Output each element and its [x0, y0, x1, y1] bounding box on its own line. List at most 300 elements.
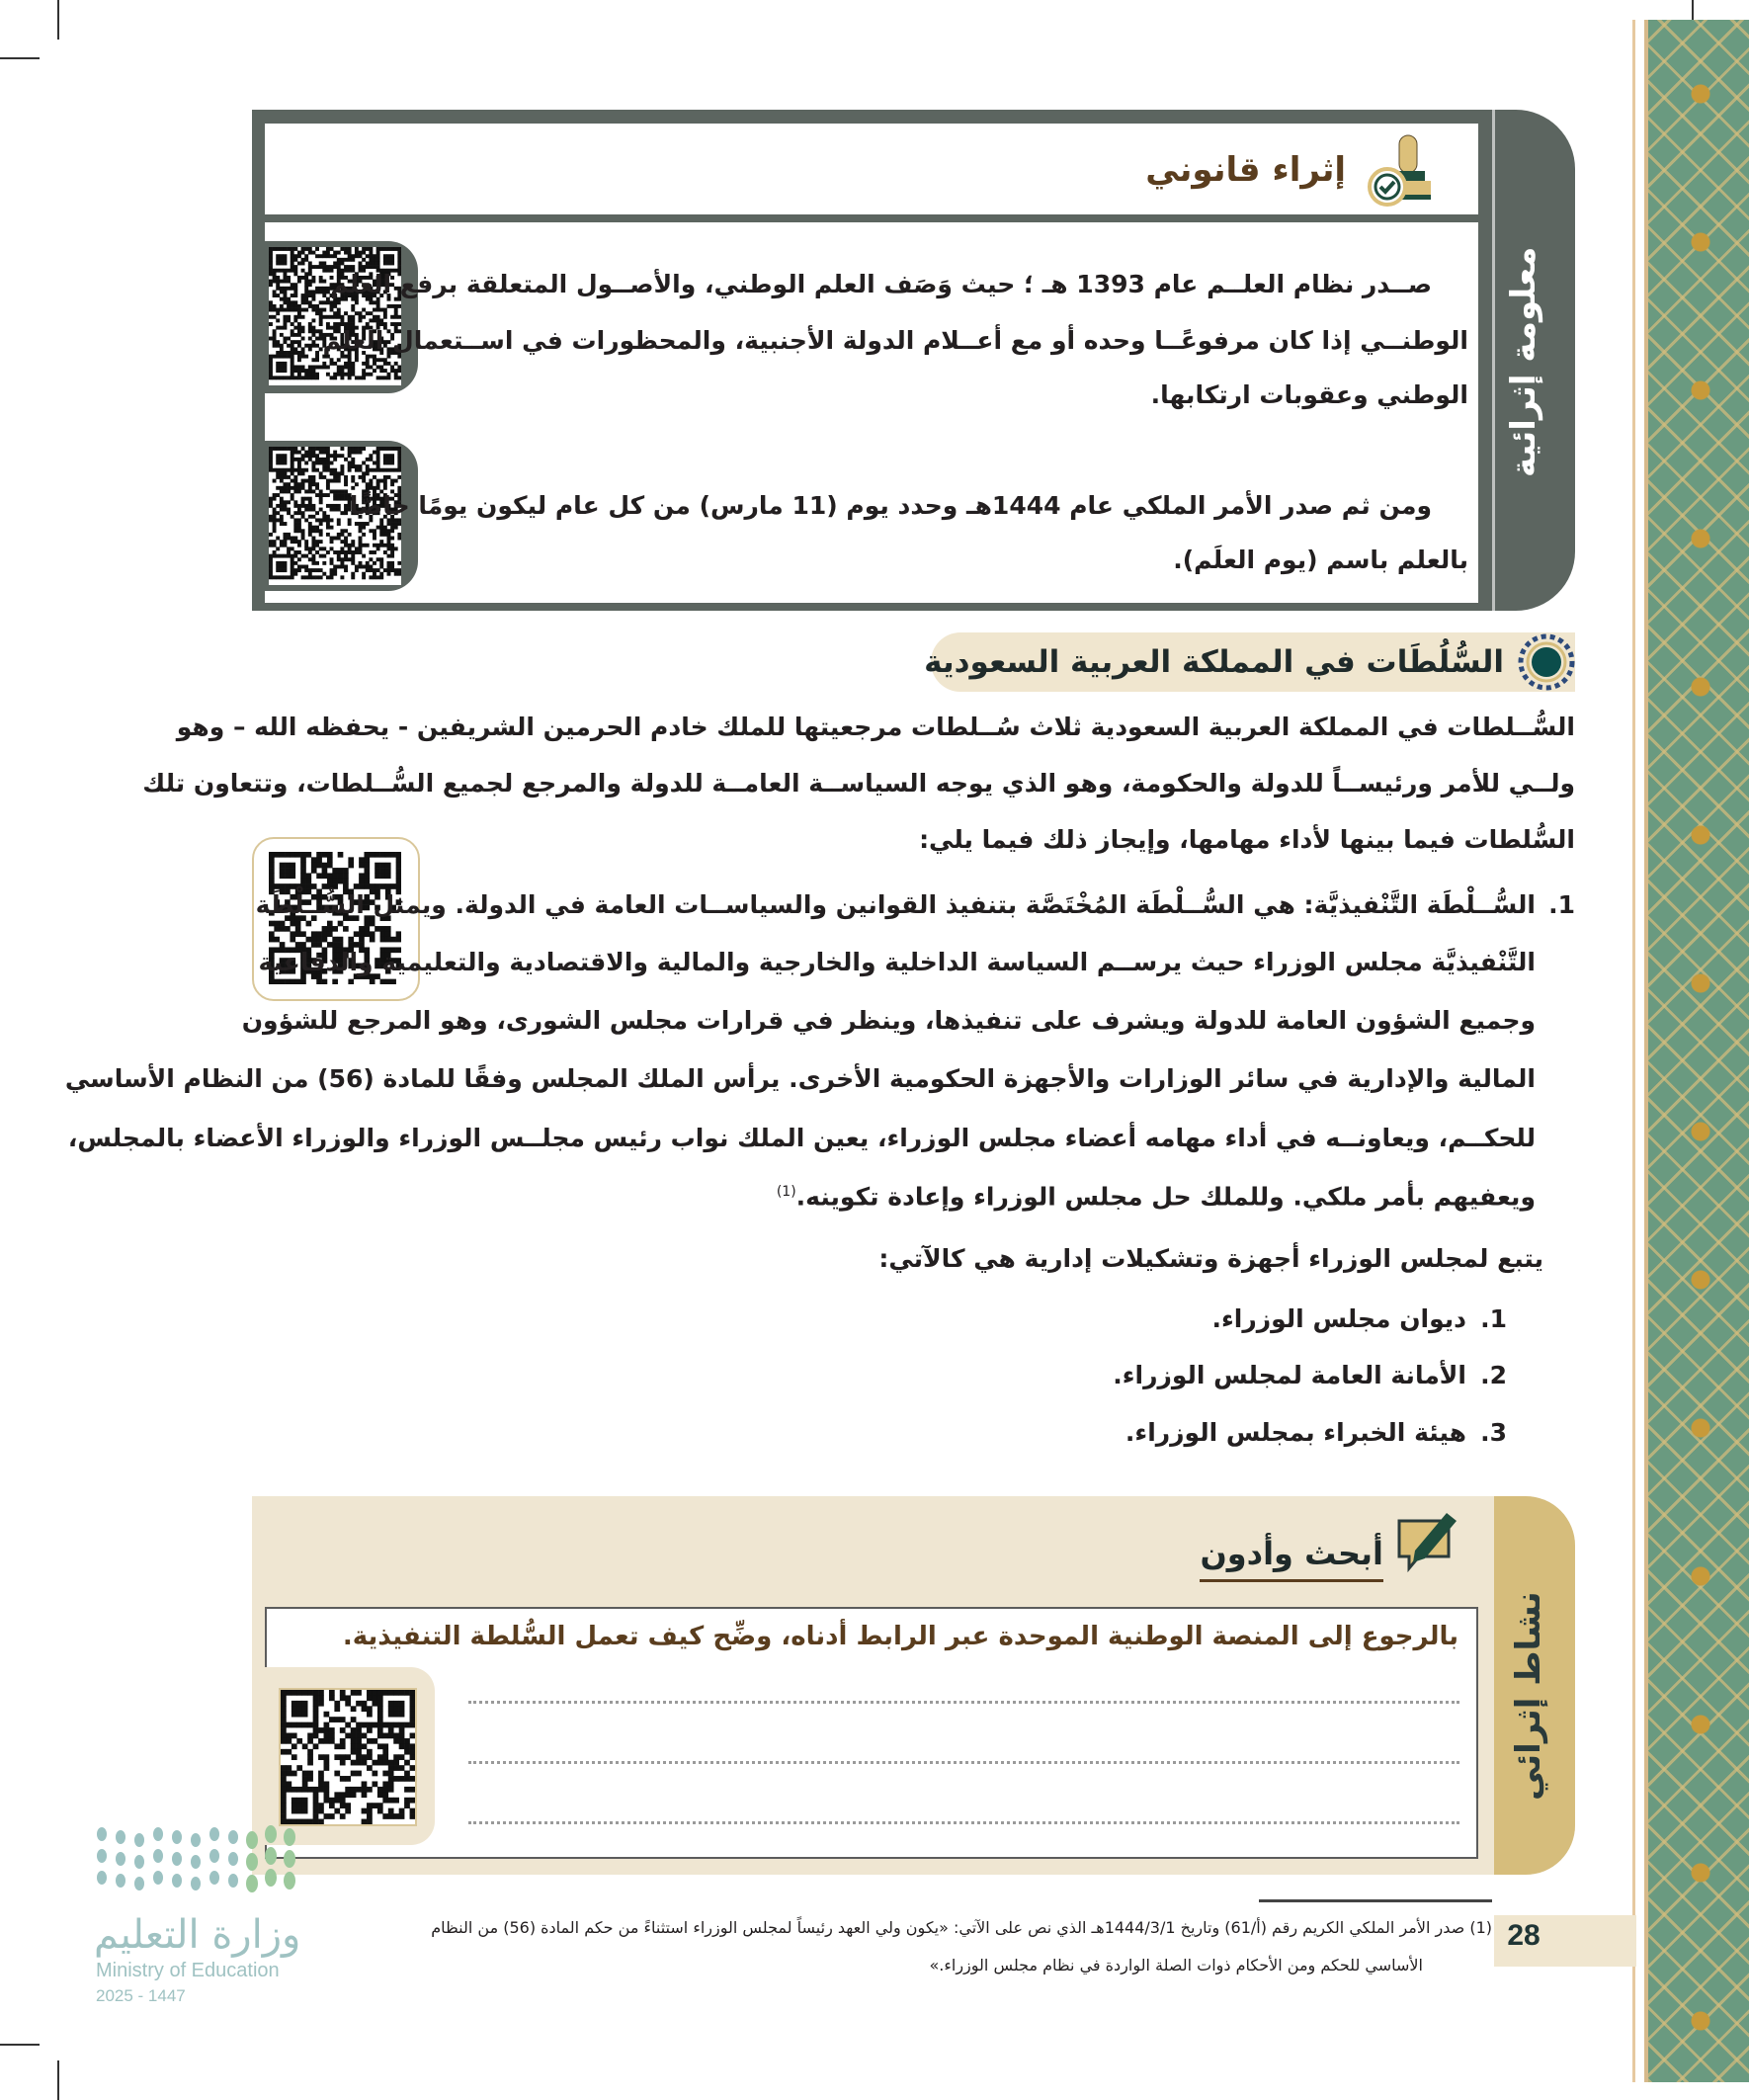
qr-module	[301, 276, 305, 280]
qr-module	[319, 311, 323, 315]
qr-module	[291, 447, 294, 451]
qr-module	[329, 1727, 335, 1733]
qr-module	[376, 458, 380, 462]
qr-module	[333, 489, 337, 493]
qr-module	[297, 489, 301, 493]
qr-module	[362, 1722, 368, 1728]
qr-module	[388, 1787, 394, 1793]
qr-module	[393, 1760, 399, 1766]
qr-module	[344, 550, 348, 554]
answer-line[interactable]	[468, 1761, 1459, 1764]
qr-module	[269, 515, 273, 519]
qr-module	[375, 863, 380, 869]
qr-module	[296, 1701, 302, 1707]
qr-module	[311, 333, 315, 337]
qr-module	[333, 315, 337, 319]
qr-module	[359, 451, 363, 455]
qr-module	[315, 493, 319, 497]
qr-module	[291, 261, 294, 265]
item1-line: التَّنْفيذيَّة مجلس الوزراء حيث يرســم السياسة الداخلية والخارجية والمالية والاقتصادية والتعليمية والدفاعية	[258, 948, 1536, 976]
qr-module	[369, 568, 373, 572]
logo-dot	[134, 1855, 144, 1869]
qr-module	[293, 300, 297, 304]
qr-module	[283, 247, 287, 251]
qr-module	[373, 533, 376, 537]
qr-module	[311, 290, 315, 294]
qr-module	[333, 508, 337, 512]
qr-module	[383, 447, 387, 451]
qr-module	[290, 937, 295, 943]
qr-module	[311, 863, 317, 869]
qr-module	[280, 565, 284, 569]
qr-module	[383, 376, 387, 379]
qr-module	[410, 1743, 415, 1749]
qr-module	[351, 254, 355, 258]
qr-module	[330, 561, 334, 565]
qr-module	[344, 247, 348, 251]
crop-mark	[57, 2060, 59, 2100]
qr-module	[359, 857, 365, 863]
qr-module	[322, 315, 326, 319]
qr-module	[344, 493, 348, 497]
qr-module	[283, 322, 287, 326]
qr-module	[281, 1701, 287, 1707]
qr-module	[330, 479, 334, 483]
qr-module	[351, 550, 355, 554]
qr-module	[307, 1787, 313, 1793]
qr-module	[315, 486, 319, 490]
answer-line[interactable]	[468, 1821, 1459, 1824]
qr-module	[301, 297, 305, 301]
qr-module	[379, 468, 383, 472]
qr-module	[390, 546, 394, 550]
qr-module	[318, 1738, 324, 1744]
qr-module	[304, 258, 308, 262]
qr-module	[269, 561, 273, 565]
qr-module	[359, 544, 363, 547]
list-number: 2.	[1480, 1361, 1507, 1389]
qr-module	[280, 489, 284, 493]
qr-module	[319, 489, 323, 493]
qr-module	[351, 1743, 357, 1749]
qr-module	[315, 344, 319, 348]
qr-module	[319, 529, 323, 533]
qr-module	[280, 355, 284, 359]
qr-module	[315, 265, 319, 269]
qr-module	[283, 504, 287, 508]
logo-dot	[97, 1871, 107, 1885]
qr-module	[293, 468, 297, 472]
qr-module	[348, 533, 352, 537]
qr-module	[296, 1706, 302, 1712]
logo-dot	[265, 1847, 277, 1865]
qr-module	[376, 454, 380, 458]
qr-module	[273, 508, 277, 512]
qr-module	[300, 868, 306, 874]
qr-module	[308, 376, 312, 379]
qr-code[interactable]	[279, 1688, 417, 1826]
qr-module	[351, 1760, 357, 1766]
qr-module	[393, 1738, 399, 1744]
qr-module	[322, 863, 328, 869]
qr-module	[344, 373, 348, 377]
qr-module	[376, 376, 380, 379]
qr-module	[348, 557, 352, 561]
qr-module	[301, 337, 305, 341]
qr-module	[372, 1803, 377, 1808]
qr-module	[344, 544, 348, 547]
qr-module	[329, 1798, 335, 1804]
qr-module	[280, 308, 284, 312]
qr-module	[372, 1722, 377, 1728]
qr-module	[356, 1733, 362, 1739]
qr-module	[322, 447, 326, 451]
qr-module	[283, 351, 287, 355]
qr-module	[362, 479, 366, 483]
qr-module	[372, 1760, 377, 1766]
qr-module	[297, 340, 301, 344]
qr-module	[286, 1733, 292, 1739]
qr-module	[281, 1690, 287, 1696]
qr-module	[372, 1771, 377, 1777]
qr-module	[291, 347, 294, 351]
qr-module	[313, 1717, 319, 1722]
qr-module	[283, 280, 287, 284]
qr-module	[302, 1706, 308, 1712]
qr-module	[337, 471, 341, 475]
qr-module	[393, 1701, 399, 1707]
qr-module	[301, 479, 305, 483]
qr-module	[345, 1776, 351, 1782]
qr-module	[394, 376, 398, 379]
qr-module	[340, 1727, 346, 1733]
qr-module	[304, 575, 308, 579]
qr-module	[351, 304, 355, 308]
qr-module	[280, 515, 284, 519]
qr-module	[286, 1771, 292, 1777]
qr-module	[311, 868, 317, 874]
qr-module	[351, 554, 355, 558]
qr-module	[313, 1819, 319, 1824]
qr-module	[269, 868, 275, 874]
qr-module	[367, 1819, 373, 1824]
qr-module	[280, 518, 284, 522]
qr-module	[276, 565, 280, 569]
qr-module	[322, 461, 326, 464]
qr-module	[359, 550, 363, 554]
qr-module	[337, 311, 341, 315]
qr-module	[280, 522, 284, 526]
logo-dot	[172, 1852, 182, 1866]
qr-module	[340, 464, 344, 468]
qr-module	[315, 575, 319, 579]
qr-module	[281, 1712, 287, 1718]
qr-module	[348, 454, 352, 458]
qr-module	[338, 937, 344, 943]
qr-module	[304, 540, 308, 544]
qr-module	[330, 557, 334, 561]
crop-mark	[57, 0, 59, 40]
qr-module	[301, 247, 305, 251]
qr-module	[362, 572, 366, 576]
qr-module	[276, 258, 280, 262]
qr-module	[283, 258, 287, 262]
qr-module	[308, 366, 312, 370]
qr-module	[399, 1738, 405, 1744]
qr-module	[301, 261, 305, 265]
qr-module	[287, 280, 291, 284]
qr-module	[326, 251, 330, 255]
qr-module	[340, 529, 344, 533]
qr-module	[376, 366, 380, 370]
enrichment-title: إثراء قانوني	[1145, 150, 1346, 190]
qr-module	[283, 533, 287, 537]
qr-module	[359, 565, 363, 569]
qr-module	[348, 863, 354, 869]
qr-module	[351, 362, 355, 366]
qr-module	[394, 247, 398, 251]
qr-module	[322, 937, 328, 943]
qr-module	[319, 287, 323, 291]
qr-module	[292, 1733, 297, 1739]
qr-module	[293, 376, 297, 379]
qr-module	[362, 369, 366, 373]
qr-module	[356, 1754, 362, 1760]
qr-module	[308, 529, 312, 533]
qr-module	[351, 479, 355, 483]
qr-module	[351, 544, 355, 547]
qr-module	[344, 511, 348, 515]
qr-module	[293, 479, 297, 483]
qr-module	[356, 1701, 362, 1707]
qr-module	[311, 464, 315, 468]
qr-module	[397, 454, 401, 458]
qr-module	[318, 1754, 324, 1760]
qr-module	[383, 479, 387, 483]
qr-module	[340, 1760, 346, 1766]
qr-module	[291, 486, 294, 490]
qr-module	[302, 1743, 308, 1749]
qr-module	[351, 366, 355, 370]
qr-module	[388, 1733, 394, 1739]
qr-module	[287, 486, 291, 490]
qr-module	[348, 366, 352, 370]
qr-module	[396, 931, 401, 937]
list-number: 3.	[1480, 1418, 1507, 1447]
qr-module	[399, 1808, 405, 1814]
qr-module	[338, 868, 344, 874]
answer-line[interactable]	[468, 1701, 1459, 1704]
qr-module	[383, 362, 387, 366]
qr-module	[383, 550, 387, 554]
qr-module	[280, 254, 284, 258]
qr-module	[304, 518, 308, 522]
qr-module	[280, 458, 284, 462]
qr-module	[340, 1717, 346, 1722]
qr-module	[366, 464, 370, 468]
qr-module	[276, 366, 280, 370]
qr-module	[290, 868, 295, 874]
qr-module	[276, 261, 280, 265]
qr-module	[351, 308, 355, 312]
logo-dot	[209, 1827, 219, 1841]
footnote-ref[interactable]: (1)	[776, 1184, 796, 1200]
qr-module	[366, 561, 370, 565]
qr-module	[367, 1765, 373, 1771]
qr-module	[377, 1722, 383, 1728]
qr-module	[387, 376, 391, 379]
qr-module	[344, 554, 348, 558]
qr-module	[273, 511, 277, 515]
qr-module	[330, 454, 334, 458]
qr-module	[397, 247, 401, 251]
qr-module	[322, 554, 326, 558]
qr-module	[281, 1727, 287, 1733]
qr-module	[340, 489, 344, 493]
qr-module	[369, 251, 373, 255]
qr-module	[293, 550, 297, 554]
logo-dot	[246, 1853, 258, 1871]
qr-module	[387, 568, 391, 572]
qr-module	[390, 529, 394, 533]
qr-module	[308, 290, 312, 294]
logo-dot	[172, 1874, 182, 1888]
qr-module	[326, 373, 330, 377]
qr-module	[355, 464, 359, 468]
qr-module	[372, 1701, 377, 1707]
qr-module	[308, 322, 312, 326]
qr-module	[355, 376, 359, 379]
qr-module	[308, 261, 312, 265]
qr-module	[399, 1754, 405, 1760]
qr-module	[291, 468, 294, 472]
qr-module	[322, 493, 326, 497]
qr-module	[397, 366, 401, 370]
logo-dot	[284, 1828, 295, 1846]
qr-module	[280, 575, 284, 579]
qr-module	[333, 537, 337, 541]
qr-module	[283, 297, 287, 301]
qr-module	[269, 451, 273, 455]
qr-module	[318, 1781, 324, 1787]
qr-module	[291, 287, 294, 291]
qr-module	[293, 522, 297, 526]
qr-module	[281, 1749, 287, 1755]
logo-dot	[209, 1849, 219, 1863]
qr-module	[340, 471, 344, 475]
qr-module	[304, 369, 308, 373]
qr-module	[308, 283, 312, 287]
qr-module	[281, 1695, 287, 1701]
qr-module	[362, 1754, 368, 1760]
qr-module	[322, 931, 328, 937]
qr-module	[287, 475, 291, 479]
qr-module	[318, 1701, 324, 1707]
qr-module	[296, 1765, 302, 1771]
qr-module	[318, 1803, 324, 1808]
enrichment-text-line: الوطني وعقوبات ارتكابها.	[1150, 380, 1468, 409]
qr-module	[348, 937, 354, 943]
qr-module	[410, 1733, 415, 1739]
qr-module	[319, 497, 323, 501]
qr-module	[322, 561, 326, 565]
qr-module	[359, 464, 363, 468]
list-item: الأمانة العامة لمجلس الوزراء.	[1113, 1361, 1466, 1389]
qr-module	[283, 326, 287, 330]
qr-module	[348, 550, 352, 554]
qr-module	[315, 366, 319, 370]
qr-module	[326, 533, 330, 537]
qr-module	[304, 554, 308, 558]
activity-prompt: بالرجوع إلى المنصة الوطنية الموحدة عبر الرابط أدناه، وضِّح كيف تعمل السُّلطة التنفيذية.	[342, 1622, 1458, 1651]
qr-module	[344, 568, 348, 572]
qr-module	[276, 458, 280, 462]
qr-module	[291, 461, 294, 464]
qr-module	[359, 526, 363, 530]
qr-module	[359, 468, 363, 472]
qr-module	[283, 458, 287, 462]
qr-module	[283, 575, 287, 579]
qr-module	[337, 479, 341, 483]
subintro: يتبع لمجلس الوزراء أجهزة وتشكيلات إدارية هي كالآتي:	[878, 1244, 1543, 1273]
qr-module	[306, 873, 312, 879]
qr-module	[311, 489, 315, 493]
qr-module	[394, 369, 398, 373]
qr-module	[283, 269, 287, 273]
qr-module	[379, 447, 383, 451]
logo-year: 2025 - 1447	[96, 1986, 186, 2005]
qr-module	[362, 1781, 368, 1787]
qr-module	[397, 572, 401, 576]
qr-module	[340, 540, 344, 544]
activity-title: أبحث وأدون	[1200, 1532, 1383, 1582]
qr-module	[345, 1754, 351, 1760]
qr-module	[311, 475, 315, 479]
qr-module	[366, 373, 370, 377]
qr-module	[296, 1712, 302, 1718]
qr-module	[269, 304, 273, 308]
qr-module	[276, 326, 280, 330]
qr-module	[355, 247, 359, 251]
qr-module	[382, 1754, 388, 1760]
qr-module	[330, 362, 334, 366]
qr-module	[369, 529, 373, 533]
qr-module	[359, 447, 363, 451]
ornament-icon	[1518, 633, 1575, 691]
qr-module	[351, 572, 355, 576]
qr-module	[313, 1733, 319, 1739]
qr-module	[359, 475, 363, 479]
qr-module	[393, 1733, 399, 1739]
qr-module	[397, 561, 401, 565]
qr-module	[311, 508, 315, 512]
qr-module	[308, 489, 312, 493]
qr-module	[280, 347, 284, 351]
qr-module	[273, 468, 277, 472]
qr-module	[281, 1776, 287, 1782]
qr-module	[297, 251, 301, 255]
qr-module	[293, 540, 297, 544]
qr-module	[293, 347, 297, 351]
qr-module	[283, 554, 287, 558]
qr-module	[390, 247, 394, 251]
qr-module	[376, 575, 380, 579]
qr-module	[269, 362, 273, 366]
qr-module	[387, 258, 391, 262]
qr-module	[348, 461, 352, 464]
qr-module	[326, 479, 330, 483]
qr-module	[304, 546, 308, 550]
